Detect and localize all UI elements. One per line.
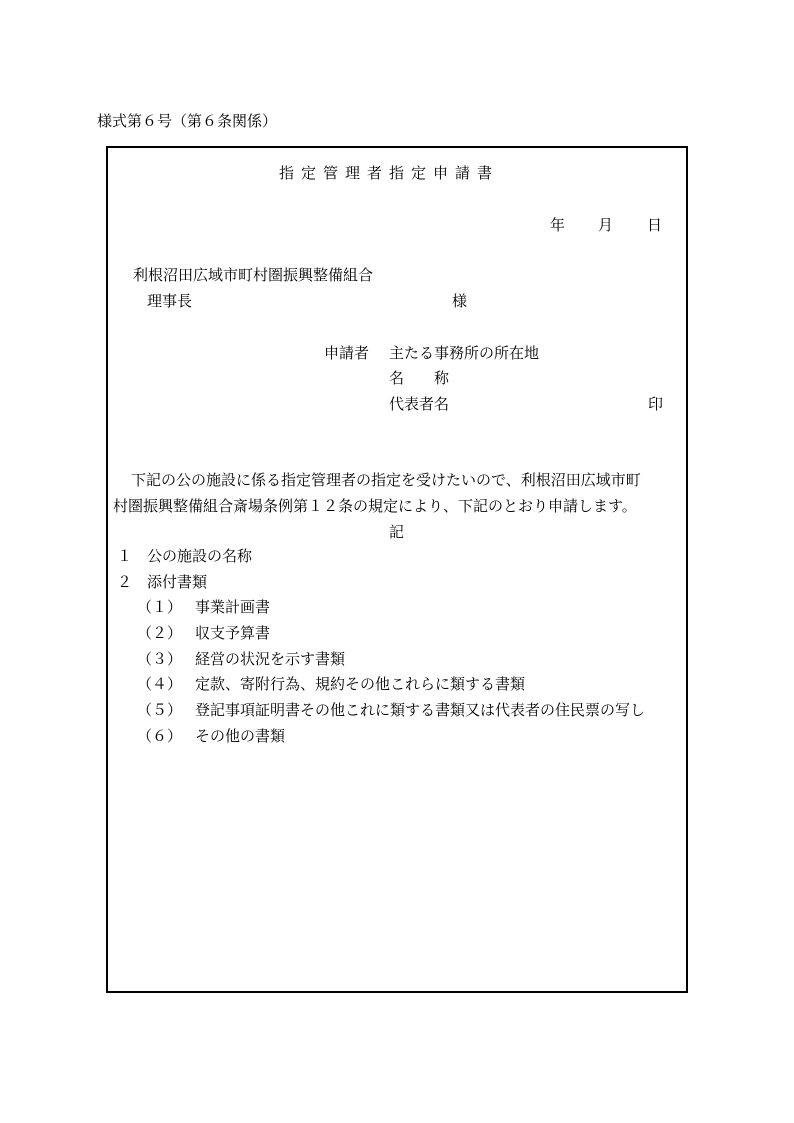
attachment-text: 事業計画書	[195, 598, 271, 616]
attachment-number: （２）	[137, 624, 183, 642]
applicant-name-char-1: 名	[389, 369, 405, 387]
attachment-text: 定款、寄附行為、規約その他これらに類する書類	[195, 675, 526, 693]
attachment-number: （３）	[137, 650, 183, 668]
body-text-line-2: 村圏振興整備組合斎場条例第１２条の規定により、下記のとおり申請します。	[113, 497, 637, 515]
date-month-label: 月	[598, 216, 614, 234]
applicant-name-label	[389, 368, 449, 388]
addressee-title: 理事長	[147, 292, 193, 310]
addressee-organization: 利根沼田広域市町村圏振興整備組合	[133, 266, 374, 284]
applicant-address-label: 主たる事務所の所在地	[389, 344, 540, 362]
item-number: １	[117, 547, 133, 565]
item-number: ２	[117, 573, 133, 591]
item-text: 公の施設の名称	[147, 547, 253, 565]
ki-heading: 記	[389, 523, 405, 541]
attachment-text: 登記事項証明書その他これに類する書類又は代表者の住民票の写し	[195, 701, 646, 719]
date-year-label: 年	[550, 216, 566, 234]
addressee-honorific: 様	[452, 292, 468, 310]
document-title: 指定管理者指定申請書	[279, 164, 500, 182]
item-text: 添付書類	[147, 573, 208, 591]
attachment-text: 収支予算書	[195, 624, 271, 642]
form-number-label: 様式第６号（第６条関係）	[97, 112, 278, 130]
applicant-name-char-2: 称	[434, 369, 450, 387]
attachment-number: （６）	[137, 727, 183, 745]
attachment-number: （４）	[137, 675, 183, 693]
attachment-number: （５）	[137, 701, 183, 719]
applicant-label: 申請者	[324, 344, 370, 362]
attachment-number: （１）	[137, 598, 183, 616]
date-day-label: 日	[647, 216, 663, 234]
seal-mark: 印	[648, 395, 664, 413]
attachment-text: その他の書類	[195, 727, 286, 745]
body-text-line-1: 下記の公の施設に係る指定管理者の指定を受けたいので、利根沼田広域市町	[131, 471, 641, 489]
applicant-representative-label: 代表者名	[389, 395, 450, 413]
attachment-text: 経営の状況を示す書類	[195, 650, 346, 668]
